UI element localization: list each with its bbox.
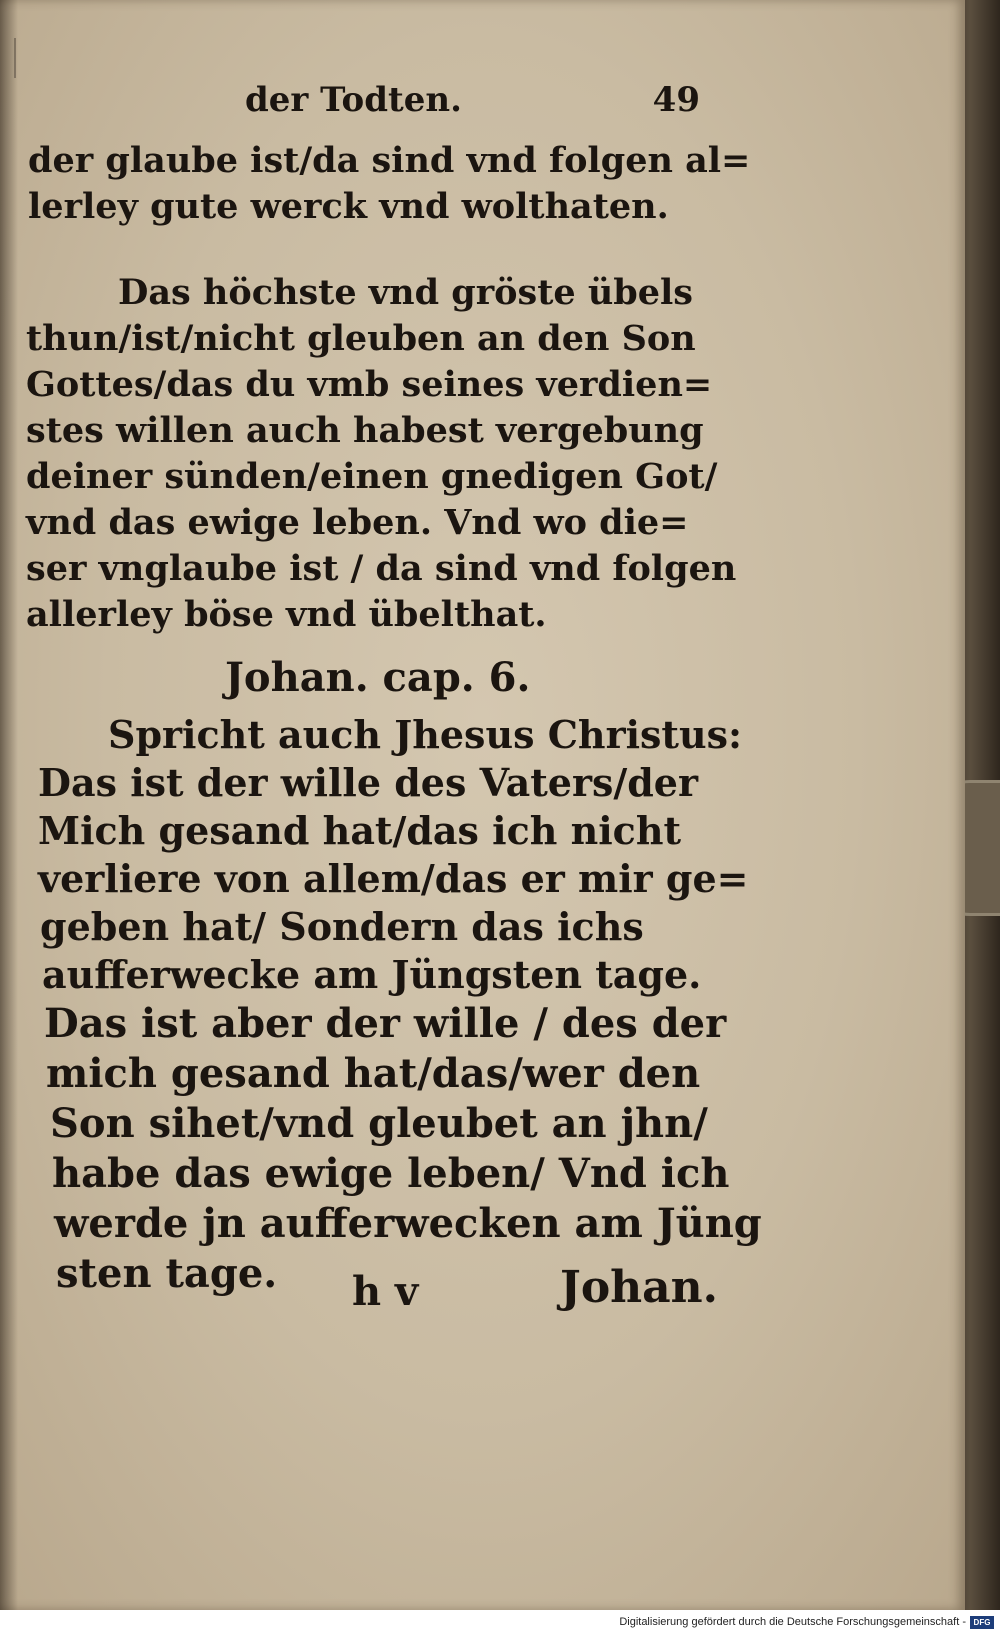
running-head [245, 80, 700, 130]
running-head-title: der Todten. [245, 80, 462, 120]
gutter-shadow [0, 0, 18, 1610]
text-line: lerley gute werck vnd wolthaten. [28, 186, 669, 227]
text-line: Spricht auch Jhesus Christus: [108, 712, 743, 757]
text-line: geben hat/ Sondern das ichs [40, 904, 644, 949]
section-heading: Johan. cap. 6. [225, 654, 531, 701]
text-line: sten tage. [56, 1250, 278, 1297]
text-line: stes willen auch habest vergebung [26, 410, 704, 451]
text-line: mich gesand hat/das/wer den [46, 1050, 701, 1097]
text-line: der glaube ist/da sind vnd folgen al= [28, 140, 751, 181]
text-line: ser vnglaube ist / da sind vnd folgen [26, 548, 737, 589]
text-line: deiner sünden/einen gnedigen Got/ [26, 456, 718, 497]
text-line: verliere von allem/das er mir ge= [38, 856, 749, 901]
text-line: habe das ewige leben/ Vnd ich [52, 1150, 730, 1197]
catchword: Johan. [560, 1262, 718, 1313]
text-line: Das höchste vnd gröste übels [118, 272, 694, 313]
text-line: vnd das ewige leben. Vnd wo die= [26, 502, 689, 543]
text-line: allerley böse vnd übelthat. [26, 594, 547, 635]
text-line: thun/ist/nicht gleuben an den Son [26, 318, 696, 359]
page-number: 49 [652, 80, 700, 120]
text-line: Das ist aber der wille / des der [44, 1000, 727, 1047]
text-line: Das ist der wille des Vaters/der [38, 760, 699, 805]
text-line: werde jn aufferwecken am Jüng [54, 1200, 762, 1247]
credit-bar [0, 1612, 1000, 1633]
dfg-logo-icon: DFG [970, 1616, 994, 1629]
text-line: Mich gesand hat/das ich nicht [38, 808, 681, 853]
text-line: Son sihet/vnd gleubet an jhn/ [50, 1100, 708, 1147]
text-line: Gottes/das du vmb seines verdien= [26, 364, 713, 405]
credit-text: Digitalisierung gefördert durch die Deutsche Forschungsgemeinschaft - [619, 1616, 966, 1628]
pencil-mark [14, 38, 24, 78]
signature-mark: h v [352, 1268, 419, 1315]
text-line: aufferwecke am Jüngsten tage. [42, 952, 702, 997]
